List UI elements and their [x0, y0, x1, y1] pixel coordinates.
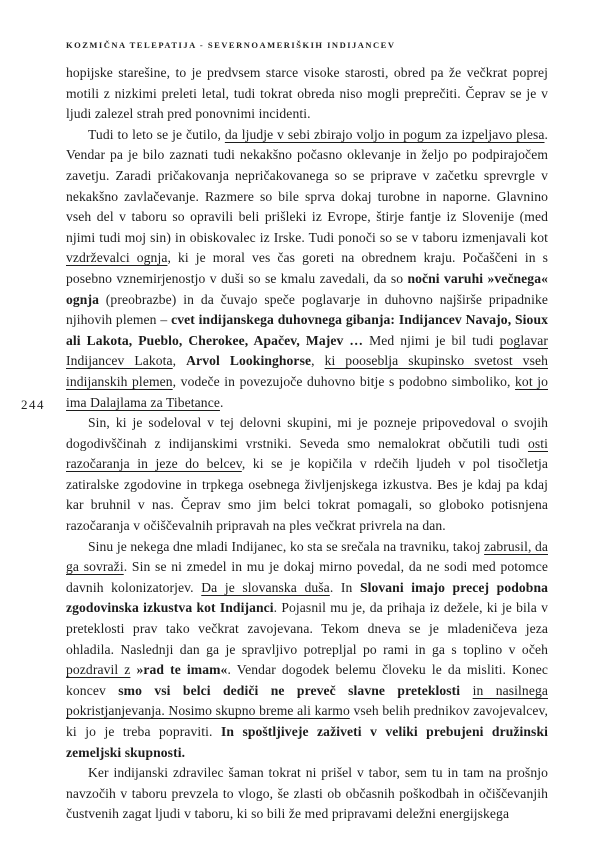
text-segment: Tudi to leto se je čutilo, — [88, 126, 225, 142]
text-segment: vseh belih prednikov zavojevalcev, ki jo je treba popraviti. — [66, 703, 548, 739]
text-segment: Arvol Lookinghorse — [186, 353, 312, 369]
text-segment: Sin, ki je sodeloval v tej delovni skupini, mi je pozneje pripovedoval o svojih dogodivščinah z indijanskimi vrstniki. Seveda smo nemalokrat občutili tudi — [66, 415, 548, 451]
text-segment: hopijske starešine, to je predvsem starce visoke starosti, obred pa že večkrat poprej motili z nizkimi preleti letal, tudi tokrat obreda niso mogli preprečiti. Čeprav se je v ljudi zalezel strah pred ponovnimi incidenti. — [66, 65, 548, 122]
body-text — [66, 63, 548, 825]
text-segment: Slovani imajo precej podobna zgodovinska izkustva kot Indijanci — [66, 579, 549, 616]
text-segment: nočni varuhi »večnega« ognja — [66, 270, 548, 307]
text-segment: , — [311, 353, 325, 369]
text-segment: in nasilnega pokristjanjevanja. Nosimo skupno breme ali karmo — [66, 682, 548, 719]
page-number: 244 — [21, 397, 45, 412]
paragraph — [66, 537, 548, 764]
text-segment: Ker indijanski zdravilec šaman tokrat ni prišel v tabor, sem tu in tam na prošnjo navzočih v taboru prevzela to vlogo, še zlasti ob občasnih poškodbah in očiščevanjih čustvenih zagat ljudi v taboru, ki so bili že med pripravami deležni energijskega — [66, 765, 548, 822]
text-segment: smo vsi belci dediči ne preveč slavne preteklosti — [118, 682, 461, 698]
text-segment: , ki je moral ves čas goreti na obrednem kraju. Počaščeni in s posebno vznemirjenostjo v duši so se kmalu zavedali, da so — [66, 250, 548, 286]
text-segment: . — [219, 394, 224, 410]
paragraph — [66, 125, 548, 413]
text-segment: poglavar Indijancev Lakota — [66, 332, 548, 369]
text-segment: . Pojasnil mu je, da prihaja iz dežele, ki je bila v preteklosti prav tako večkrat zavojevana. Tekom dneva se je mladeničeva jeza ohladila. Naslednji dan ga je spravljivo potrepljal po rami in ga s toplino v očeh — [66, 600, 549, 657]
text-segment: . Sin se ni zmedel in mu je dokaj mirno povedal, da ne sodi med potomce davnih kolonizatorjev. — [66, 559, 548, 595]
text-segment: , — [172, 353, 187, 369]
text-segment: . Vendar dogodek belemu človeku le da misliti. Konec koncev — [66, 662, 548, 698]
paragraph — [66, 413, 548, 537]
text-segment: , vodeče in povezujoče duhovno bitje s podobno simboliko, — [172, 373, 516, 389]
text-segment: Da je slovanska duša — [201, 579, 330, 595]
text-segment: da ljudje v sebi zbirajo voljo in pogum za izpeljavo plesa — [224, 126, 545, 142]
text-segment: Med njimi je bil tudi — [363, 332, 500, 348]
text-segment: vzdrževalci ognja — [66, 250, 168, 266]
paragraph — [66, 63, 548, 125]
text-segment: (preobrazbe) in da čuvajo speče poglavarje in duhovno najširše pripadnike njihovih plemen – — [66, 291, 548, 328]
text-segment: zabrusil, da ga sovraži — [66, 538, 548, 575]
text-segment: cvet indijanskega duhovnega gibanja: Indijancev Navajo, Sioux ali Lakota, Pueblo, Cherokee, Apačev, Majev … — [66, 312, 549, 348]
text-segment: pozdravil z — [66, 662, 131, 678]
text-segment: , ki se je kopičila v rdečih ljudeh v pol tisočletja zatiralske zgodovine in trpkega osebnega življenjskega izkustva. Bes je kdaj pa kdaj kar bruhnil v nas. Čeprav smo jim belci tokrat pomagali, so globoko potisnjena razočaranja v očiščevalnih pripravah na ples večkrat privrela na dan. — [66, 456, 548, 534]
paragraph — [66, 763, 548, 825]
running-header: KOZMIČNA TELEPATIJA - SEVERNOAMERIŠKIH INDIJANCEV — [66, 40, 396, 50]
text-segment: osti razočaranja in jeze do belcev — [66, 435, 548, 472]
text-segment: »rad te imam« — [136, 662, 228, 678]
text-segment: In spoštljiveje zaživeti v veliki prebujeni družinski zemeljski skupnosti. — [66, 724, 548, 760]
text-segment — [460, 683, 472, 698]
text-segment: ki pooseblja skupinsko svetost vseh indijanskih plemen — [66, 353, 548, 389]
text-segment: kot jo ima Dalajlama za Tibetance — [66, 373, 548, 410]
text-segment: . Vendar pa je bilo zaznati tudi nekakšno počasno oklevanje in željo po podpirajočem zavetju. Zaradi pričakovanja nepričakovanega so se priprave v začetku sprevrgle v nekakšno zavlačevanje. Razmere so bile sprva dokaj turobne in naporne. Glavnino vseh del v taboru so opravili beli prišleki iz Evrope, štirje fantje iz Slovenije (med njimi tudi moj sin) in obiskovalec iz Irske. Tudi ponoči so se v taboru izmenjavali kot — [66, 126, 549, 245]
text-segment: Sinu je nekega dne mladi Indijanec, ko sta se srečala na travniku, takoj — [88, 538, 485, 554]
text-segment: . In — [329, 579, 360, 595]
